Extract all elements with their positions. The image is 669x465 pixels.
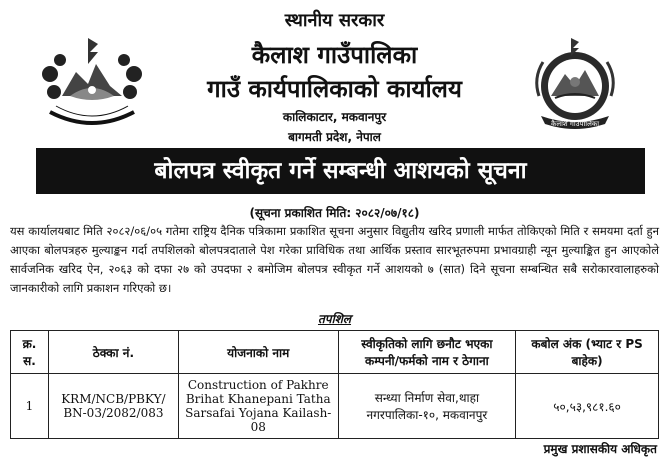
col-header-project: योजनाको नाम: [178, 331, 338, 374]
logo-text: कैलाश गाउँपालिका: [550, 120, 600, 128]
published-date: (सूचना प्रकाशित मिति: २०८२/०७/१८): [249, 206, 420, 220]
signatory-title: प्रमुख प्रशासकीय अधिकृत: [543, 442, 657, 456]
notice-title-banner: बोलपत्र स्वीकृत गर्ने सम्बन्धी आशयको सूचना: [36, 148, 645, 194]
office-address: कालिकाटार, मकवानपुर: [282, 110, 387, 124]
table-header-row: [11, 331, 659, 374]
office-name: गाउँ कार्यपालिकाको कार्यालय: [207, 75, 462, 103]
cell-firm: सन्ध्या निर्माण सेवा,थाहा नगरपालिका-१०, मकवानपुर: [338, 374, 516, 439]
cell-contract: KRM/NCB/PBKY/ BN-03/2082/083: [48, 374, 178, 439]
cell-sn: 1: [11, 374, 49, 439]
details-heading: तपशिल: [317, 312, 352, 326]
col-header-contract: ठेक्का नं.: [48, 331, 178, 374]
col-header-sn: क्र. स.: [11, 331, 49, 374]
notice-body: यस कार्यालयबाट मिति २०८२/०६/०५ गतेमा राष्ट्रिय दैनिक पत्रिकामा प्रकाशित सूचना अनुसार विद्युतीय खरिद प्रणाली मार्फत तोकिएको मिति र समयमा दर्ता हुन आएका बोलपत्रहरु मुल्याङ्कन गर्दा तपशिलको बोलपत्रदाताले पेश गरेका प्राविधिक तथा आर्थिक प्रस्ताव सारभूतरुपमा प्रभावग्राही न्यून मुल्याङ्कित हुन आएकोले सार्वजनिक खरिद ऐन, २०६३ को दफा २७ को उपदफा २ बमोजिम बोलपत्र स्वीकृत गर्ने आशयको ७ (सात) दिने सूचना सम्बन्धित सबै सरोकारवालाहरुको जानकारीको लागि प्रकाशन गरिएको छ।: [10, 224, 659, 295]
award-table: [10, 330, 659, 439]
cell-amount: ५०,५३,९८१.६०: [516, 374, 659, 439]
col-header-firm: स्वीकृतिको लागि छनौट भएका कम्पनी/फर्मको नाम र ठेगाना: [338, 331, 516, 374]
municipality-name: कैलाश गाउँपालिका: [251, 41, 418, 69]
header-line-1: स्थानीय सरकार: [284, 10, 385, 31]
table-row: [11, 374, 659, 439]
col-header-amount: कबोल अंक (भ्याट र PS बाहेक): [516, 331, 659, 374]
province-line: बागमती प्रदेश, नेपाल: [288, 130, 381, 144]
cell-project: Construction of Pakhre Brihat Khanepani Tatha Sarsafai Yojana Kailash-08: [178, 374, 338, 439]
